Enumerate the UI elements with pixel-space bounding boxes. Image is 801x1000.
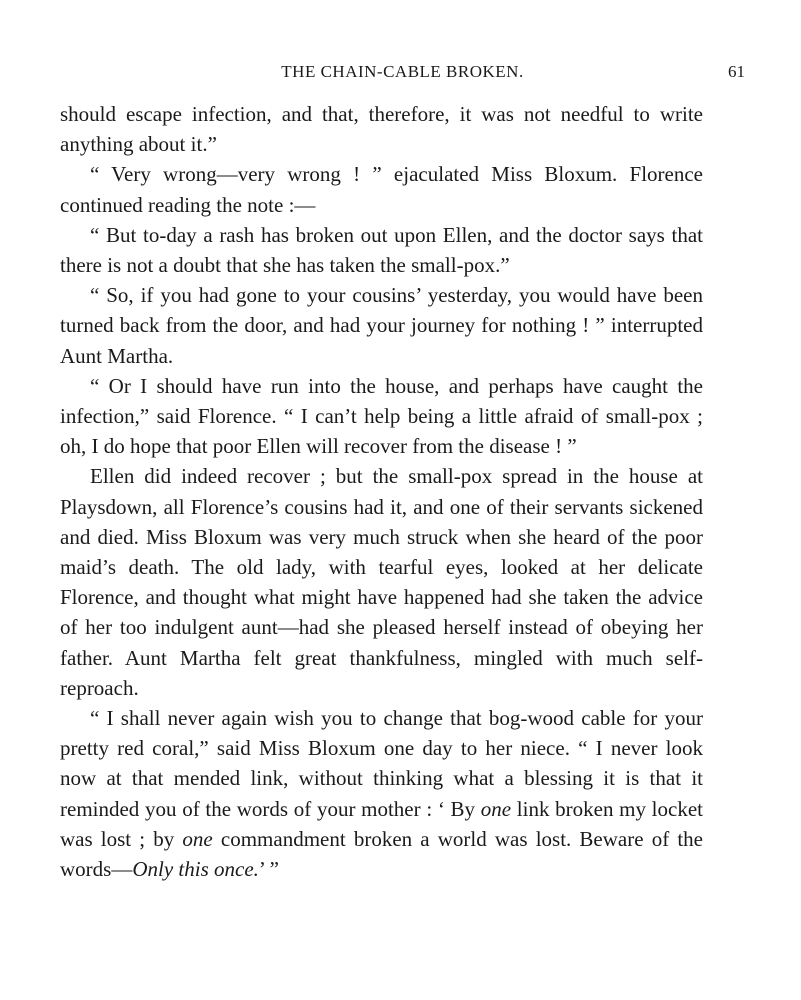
paragraph: “ Or I should have run into the house, and perhaps have caught the infection,” said Florence. “ I can’t help being a little afraid of small-pox ; oh, I do hope that poor Ellen will recover from the disease ! ” <box>60 373 703 459</box>
running-title: THE CHAIN-CABLE BROKEN. <box>281 62 524 81</box>
final-text-part: commandment broken a world was lost. Beware of the words— <box>60 826 703 882</box>
paragraph: Ellen did indeed recover ; but the small-pox spread in the house at Playsdown, all Florence’s cousins had it, and one of their servants sickened and died. Miss Bloxum was very much struck when she heard of the poor maid’s death. The old lady, with tearful eyes, looked at her delicate Florence, and thought what might have happened had she taken the advice of her too indulgent aunt—had she pleased herself instead of obeying her father. Aunt Martha felt great thankfulness, mingled with much self-reproach. <box>60 464 703 700</box>
page-number: 61 <box>728 62 745 81</box>
paragraph: “ Very wrong—very wrong ! ” ejaculated Miss Bloxum. Florence continued reading the note :— <box>60 162 703 217</box>
paragraph-continued: should escape infection, and that, therefore, it was not needful to write anything about it.” <box>60 102 703 157</box>
final-text-part: ’ ” <box>258 857 279 882</box>
emphasis-one: one <box>480 796 512 821</box>
final-paragraph <box>60 703 703 884</box>
final-text-part: link broken my locket was lost ; by <box>60 796 703 851</box>
paragraph: “ So, if you had gone to your cousins’ yesterday, you would have been turned back from the door, and had your journey for nothing ! ” interrupted Aunt Martha. <box>60 283 703 368</box>
emphasis-only-this-once: Only this once. <box>132 857 259 882</box>
body-text <box>60 99 703 884</box>
paragraph: “ But to-day a rash has broken out upon Ellen, and the doctor says that there is not a doubt that she has taken the small-pox.” <box>60 222 703 278</box>
emphasis-one: one <box>182 826 213 851</box>
running-head <box>60 62 745 86</box>
final-text-part: “ I shall never again wish you to change that bog-wood cable for your pretty red coral,” said Miss Bloxum one day to her niece. “ I never look now at that mended link, without thinking what a blessing it is that it reminded you of the words of your mother : ‘ By <box>60 706 703 821</box>
